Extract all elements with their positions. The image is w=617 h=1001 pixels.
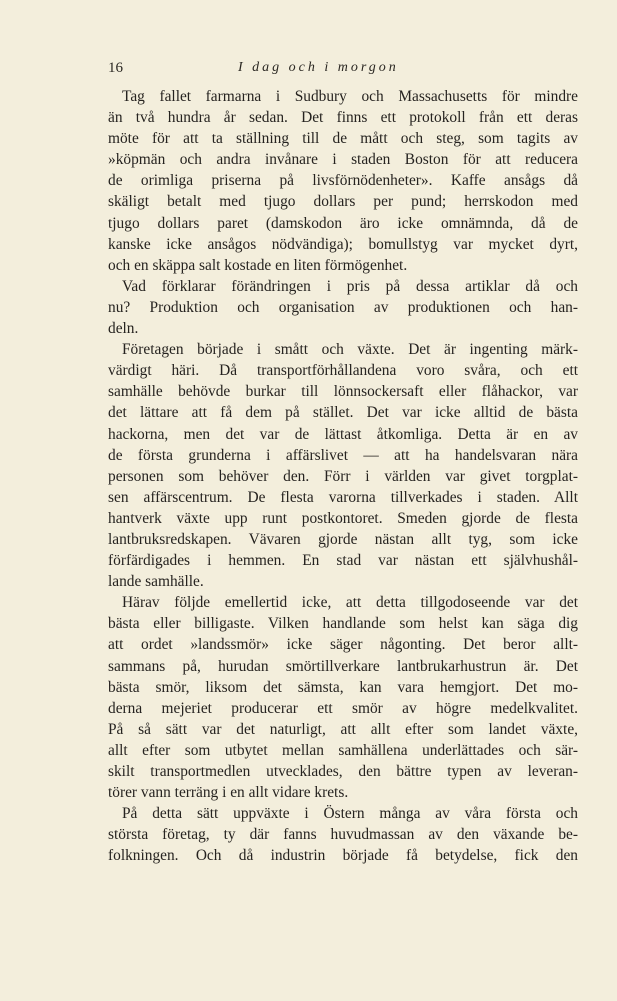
text-line: förfärdigades i hemmen. En stad var nästan ett självhushål- — [108, 552, 578, 570]
text-line: de första grunderna i affärslivet — att ha handelsvaran nära — [108, 446, 578, 464]
text-line: det lättare att få dem på stället. Det var icke alltid de bästa — [108, 404, 578, 422]
text-line: deln. — [108, 320, 139, 338]
text-line: skilt transportmedlen utvecklades, den bättre typen av leveran- — [108, 763, 578, 780]
running-title: I dag och i morgon — [238, 60, 399, 75]
text-line: sammans på, hurudan smörtillverkare lantbrukarhustrun är. Det — [108, 657, 578, 675]
text-line: hackorna, men det var de lättast åtkomliga. Detta är en av — [108, 425, 578, 443]
text-line: bästa smör, liksom det sämsta, kan vara hemgjort. Det mo- — [108, 678, 578, 696]
text-line: Vad förklarar förändringen i pris på dessa artiklar då och — [122, 277, 578, 295]
text-line: allt efter som utbytet mellan samhällena underlättades och sär- — [108, 741, 578, 759]
text-line: Företagen började i smått och växte. Det är ingenting märk- — [122, 341, 578, 359]
text-line: På detta sätt uppväxte i Östern många av våra första och — [122, 805, 578, 823]
text-line: derna mejeriet producerar ett smör av högre medelkvalitet. — [108, 699, 578, 717]
text-line: tjugo dollars paret (damskodon äro icke omnämnda, då de — [108, 214, 578, 232]
text-line: lantbruksredskapen. Vävaren gjorde nästan allt tyg, som icke — [108, 530, 578, 548]
text-line: folkningen. Och då industrin började få betydelse, fick den — [108, 847, 578, 865]
page-header — [108, 60, 578, 80]
text-line: samhälle behövde burkar till lönnsockersaft eller flåhackor, var — [108, 383, 578, 401]
text-line: sen affärscentrum. De flesta varorna tillverkades i staden. Allt — [108, 488, 578, 506]
text-line: hantverk växte upp runt postkontoret. Smeden gjorde de flesta — [108, 509, 578, 527]
text-line: På så sätt var det naturligt, att allt efter som landet växte, — [108, 720, 578, 738]
text-line: värdigt häri. Då transportförhållandena voro svåra, och ett — [108, 362, 578, 380]
text-line: de orimliga priserna på livsförnödenheter». Kaffe ansågs då — [108, 172, 578, 190]
text-line: »köpmän och andra invånare i staden Boston för att reducera — [108, 151, 578, 169]
text-line: törer vann terräng i en allt vidare krets. — [108, 784, 349, 802]
text-line: Tag fallet farmarna i Sudbury och Massachusetts för mindre — [122, 88, 578, 105]
body-text — [108, 86, 578, 866]
text-line: personen som behöver den. Förr i världen var givet torgplat- — [108, 467, 578, 485]
text-line: möte för att ta ställning till de mått och steg, som tagits av — [108, 130, 578, 148]
text-line: bästa eller billigaste. Vilken handlande som helst kan säga dig — [108, 615, 578, 633]
text-line: skäligt betalt med tjugo dollars per pund; herrskodon med — [108, 193, 578, 211]
text-line: största företag, ty där fanns huvudmassan av den växande be- — [108, 826, 578, 844]
text-line: lande samhälle. — [108, 573, 204, 591]
text-line: än två hundra år sedan. Det finns ett protokoll från ett deras — [108, 109, 578, 127]
text-line: Härav följde emellertid icke, att detta tillgodoseende var det — [122, 594, 578, 612]
page-number: 16 — [108, 60, 123, 76]
text-line: att ordet »landssmör» icke säger någonting. Det beror allt- — [108, 636, 578, 654]
text-line: kanske icke ansågos nödvändiga); bomullstyg var mycket dyrt, — [108, 235, 578, 253]
text-line: nu? Produktion och organisation av produktionen och han- — [108, 298, 578, 316]
text-line: och en skäppa salt kostade en liten förmögenhet. — [108, 256, 408, 274]
